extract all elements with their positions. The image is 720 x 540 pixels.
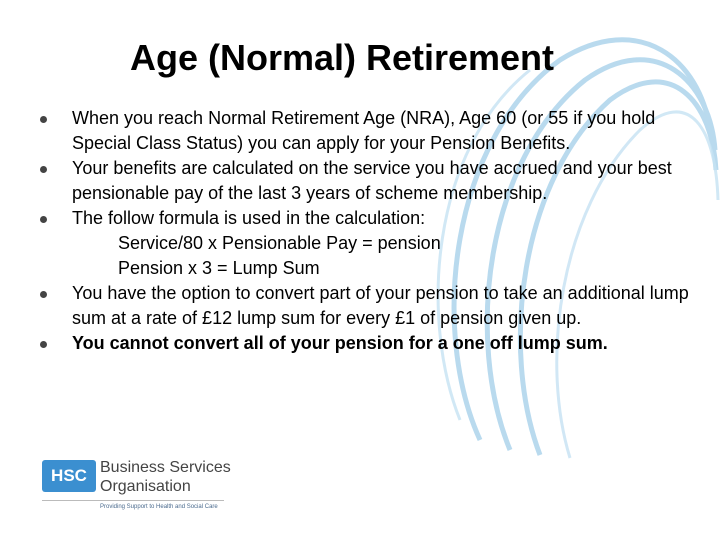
- bullet-convert-limit: [40, 331, 700, 356]
- logo-divider: [42, 500, 224, 501]
- logo-name: [100, 458, 231, 496]
- bullet-benefits: [40, 156, 700, 206]
- hsc-logo: [42, 458, 232, 518]
- bullet-text: You have the option to convert part of your pension to take an additional lump sum at a rate of £12 lump sum for every £1 of pension given up.: [72, 283, 689, 328]
- bullet-text: The follow formula is used in the calculation:: [72, 208, 426, 228]
- formula-pension: Service/80 x Pensionable Pay = pension: [118, 233, 441, 253]
- bullet-formula: [40, 206, 700, 281]
- hsc-logo-mark: HSC: [42, 460, 96, 492]
- bullet-nra: [40, 106, 700, 156]
- logo-tagline: Providing Support to Health and Social Care: [100, 504, 218, 510]
- bullet-text: Your benefits are calculated on the service you have accrued and your best pensionable pay of the last 3 years of scheme membership.: [72, 158, 672, 203]
- formula-lump-sum: Pension x 3 = Lump Sum: [118, 258, 320, 278]
- logo-name-line2: Organisation: [100, 478, 191, 495]
- page-title: Age (Normal) Retirement: [129, 37, 555, 78]
- logo-name-line1: Business Services: [100, 459, 231, 476]
- bullet-text: When you reach Normal Retirement Age (NRA), Age 60 (or 55 if you hold Special Class Status) you can apply for your Pension Benefits.: [72, 108, 656, 153]
- bullet-text: You cannot convert all of your pension for a one off lump sum.: [72, 333, 608, 353]
- bullet-list: [40, 106, 700, 356]
- bullet-convert-option: [40, 281, 700, 331]
